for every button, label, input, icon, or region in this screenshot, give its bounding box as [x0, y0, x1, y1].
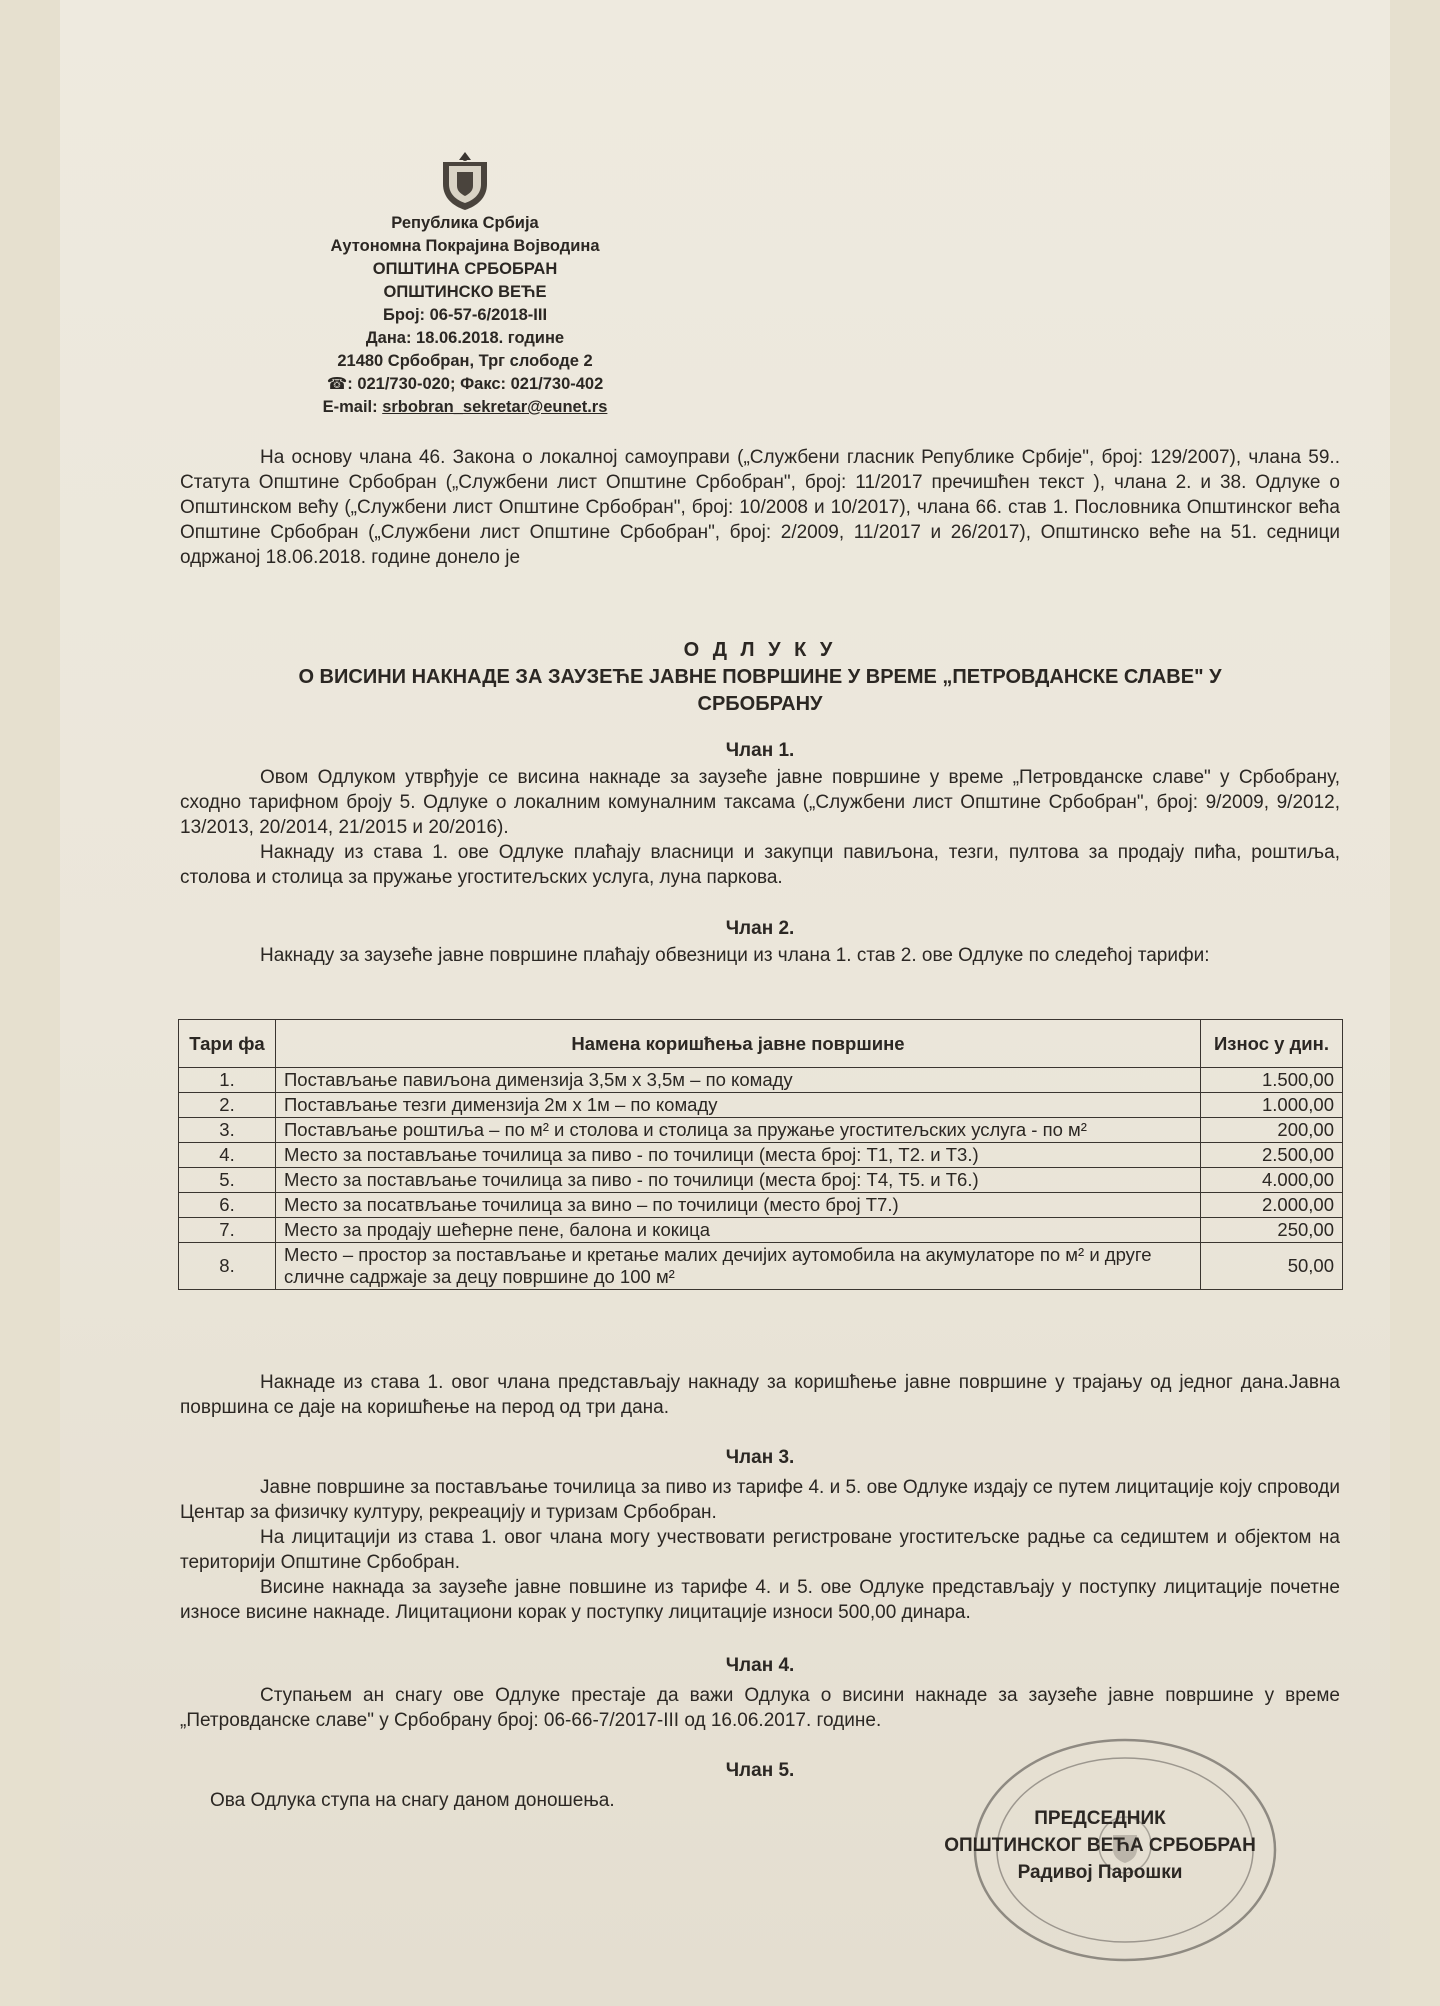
row-number: 2.	[179, 1093, 276, 1118]
header-country: Република Србија	[391, 214, 539, 232]
row-number: 4.	[179, 1143, 276, 1168]
preamble	[180, 445, 1340, 570]
header-email-line	[230, 396, 700, 419]
clan3-body	[180, 1475, 1340, 1625]
title-line-3: СРБОБРАНУ	[697, 693, 823, 715]
row-amount: 2.500,00	[1201, 1143, 1343, 1168]
signature-title: ПРЕДСЕДНИК	[1034, 1808, 1166, 1829]
email-label: E-mail:	[322, 398, 378, 416]
table-row	[179, 1093, 1343, 1118]
row-number: 1.	[179, 1068, 276, 1093]
table-row	[179, 1218, 1343, 1243]
row-amount: 250,00	[1201, 1218, 1343, 1243]
title-line-2: О ВИСИНИ НАКНАДЕ ЗА ЗАУЗЕЋЕ ЈАВНЕ ПОВРШИНЕ У ВРЕМЕ „ПЕТРОВДАНСКЕ СЛАВЕ" У	[298, 666, 1222, 688]
row-description: Место за постављање точилица за пиво - по точилици (места број: Т4, Т5. и Т6.)	[276, 1168, 1201, 1193]
decision-title	[180, 637, 1340, 718]
header-number: Број: 06-57-6/2018-III	[382, 306, 548, 324]
clan3-heading: Члан 3.	[725, 1447, 795, 1468]
clan2-paragraph-1: Накнаду за заузеће јавне површине плаћају обвезници из члана 1. став 2. ове Одлуке по следећој тарифи:	[260, 945, 1210, 966]
table-row	[179, 1068, 1343, 1093]
clan2-heading: Члан 2.	[725, 918, 795, 939]
row-description: Место за постављање точилица за пиво - по точилици (места број: Т1, Т2. и Т3.)	[276, 1143, 1201, 1168]
clan3-paragraph-1: Јавне површине за постављање точилица за пиво из тарифе 4. и 5. ове Одлуке издају се путем лицитације коју спроводи Центар за физичку културу, рекреацију и туризам Србобран.	[180, 1477, 1340, 1523]
header-date: Дана: 18.06.2018. године	[365, 329, 565, 347]
row-number: 6.	[179, 1193, 276, 1218]
clan5-heading: Члан 5.	[725, 1760, 795, 1781]
header-phone: ☎: 021/730-020; Факс: 021/730-402	[326, 375, 604, 393]
table-row	[179, 1168, 1343, 1193]
row-number: 5.	[179, 1168, 276, 1193]
header-address: 21480 Србобран, Трг слободе 2	[337, 352, 593, 370]
clan4-heading: Члан 4.	[725, 1655, 795, 1676]
row-number: 8.	[179, 1243, 276, 1290]
col-iznos-header: Износ у дин.	[1201, 1020, 1343, 1068]
clan2-body	[180, 943, 1340, 968]
signature-block	[890, 1805, 1310, 1886]
clan1-paragraph-1: Овом Одлуком утврђује се висина накнаде за заузеће јавне површине у време „Петровданске славе" у Србобрану, сходно тарифном броју 5. Одлуке о локалним комуналним таксама („Службени лист Општине Србобран", број: 9/2009, 9/2012, 13/2013, 20/2014, 21/2015 и 20/2016).	[180, 767, 1340, 838]
col-namena-header: Намена коришћења јавне површине	[276, 1020, 1201, 1068]
clan2-paragraph-2: Накнаде из става 1. овог члана представљају накнаду за коришћење јавне површине у трајању од једног дана.Јавна површина се даје на коришћење на перод од три дана.	[180, 1372, 1340, 1418]
preamble-text: На основу члана 46. Закона о локалној самоуправи („Службени гласник Републике Србије", број: 129/2007), члана 59.. Статута Општине Србобран („Службени лист Општине Србобран", број: 11/2017 пречишћен текст ), члана 2. и 38. Одлуке о Општинском већу („Службени лист Општине Србобран", број: 10/2008 и 10/2017), члана 66. став 1. Пословника Општинског већа Општине Србобран („Службени лист Општине Србобран", број: 2/2009, 11/2017 и 26/2017), Општинско веће на 51. седници одржаној 18.06.2018. године донело је	[180, 447, 1340, 568]
clan4-body	[180, 1683, 1340, 1733]
clan2-after	[180, 1370, 1340, 1420]
coat-of-arms-icon	[435, 150, 495, 212]
row-description: Постављање роштиља – по м² и столова и столица за пружање угоститељских услуга - по м²	[276, 1118, 1201, 1143]
signature-council: ОПШТИНСКОГ ВЕЋА СРБОБРАН	[944, 1835, 1256, 1856]
row-amount: 1.500,00	[1201, 1068, 1343, 1093]
table-header-row	[179, 1020, 1343, 1068]
email-address: srbobran_sekretar@eunet.rs	[382, 398, 608, 416]
row-amount: 4.000,00	[1201, 1168, 1343, 1193]
row-amount: 1.000,00	[1201, 1093, 1343, 1118]
col-tarifa-header: Тари фа	[179, 1020, 276, 1068]
clan4-paragraph-1: Ступањем ан снагу ове Одлуке престаје да важи Одлука о висини накнаде за заузеће јавне површине у време „Петровданске славе" у Србобрану број: 06-66-7/2017-III од 16.06.2017. године.	[180, 1685, 1340, 1731]
clan1-heading: Члан 1.	[725, 740, 795, 761]
table-row	[179, 1193, 1343, 1218]
header-council: ОПШТИНСКО ВЕЋЕ	[383, 283, 547, 301]
row-amount: 200,00	[1201, 1118, 1343, 1143]
row-description: Постављање павиљона димензија 3,5м х 3,5м – по комаду	[276, 1068, 1201, 1093]
row-amount: 2.000,00	[1201, 1193, 1343, 1218]
tariff-table	[178, 1019, 1343, 1290]
row-description: Постављање тезги димензија 2м х 1м – по комаду	[276, 1093, 1201, 1118]
row-number: 3.	[179, 1118, 276, 1143]
signature-name: Радивој Парошки	[1017, 1862, 1183, 1883]
row-description: Место – простор за постављање и кретање малих дечијих аутомобила на акумулаторе по м² и друге сличне садржаје за децу површине до 100 м²	[276, 1243, 1201, 1290]
clan3-paragraph-2: На лицитацији из става 1. овог члана могу учествовати регистроване угоститељске радње са седиштем и објектом на територији Општине Србобран.	[180, 1527, 1340, 1573]
table-row	[179, 1243, 1343, 1290]
row-number: 7.	[179, 1218, 276, 1243]
row-description: Место за продају шећерне пене, балона и кокица	[276, 1218, 1201, 1243]
clan5-paragraph-1: Ова Одлука ступа на снагу даном доношења.	[210, 1790, 615, 1811]
row-amount: 50,00	[1201, 1243, 1343, 1290]
table-row	[179, 1143, 1343, 1168]
clan1-body	[180, 765, 1340, 890]
clan1-paragraph-2: Накнаду из става 1. ове Одлуке плаћају власници и закупци павиљона, тезги, пултова за продају пића, роштиља, столова и столица за пружање угоститељских услуга, луна паркова.	[180, 842, 1340, 888]
table-row	[179, 1118, 1343, 1143]
header-municipality: ОПШТИНА СРБОБРАН	[372, 260, 558, 278]
row-description: Место за посатвљање точилица за вино – по точилици (место број Т7.)	[276, 1193, 1201, 1218]
letterhead	[230, 212, 700, 419]
header-province: Аутономна Покрајина Војводина	[330, 237, 600, 255]
title-line-1: О Д Л У К У	[683, 639, 837, 661]
clan3-paragraph-3: Висине накнада за заузеће јавне повшине из тарифе 4. и 5. ове Одлуке представљају у поступку лицитације почетне износе висине накнаде. Лицитациони корак у поступку лицитације износи 500,00 динара.	[180, 1577, 1340, 1623]
